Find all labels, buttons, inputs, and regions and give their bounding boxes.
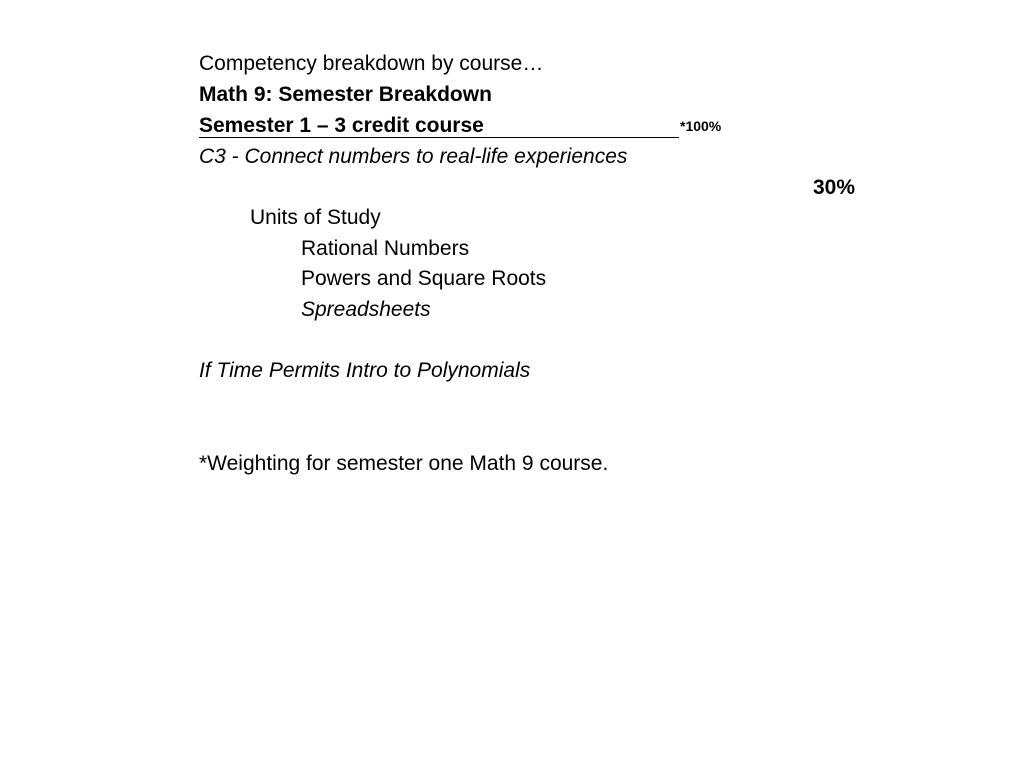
competency-percent: 30% [813,176,856,199]
semester-label: Semester 1 – 3 credit course [199,115,679,138]
semester-weight: *100% [680,118,722,134]
unit-item: Rational Numbers [301,237,470,260]
competency-label: C3 - Connect numbers to real-life experiences [199,145,628,168]
time-permits-note: If Time Permits Intro to Polynomials [199,359,531,382]
units-heading: Units of Study [250,206,381,229]
page-title: Math 9: Semester Breakdown [199,83,492,106]
intro-text: Competency breakdown by course… [199,52,544,75]
semester-heading [199,113,721,139]
unit-item: Powers and Square Roots [301,267,547,290]
unit-item: Spreadsheets [301,298,431,321]
footnote: *Weighting for semester one Math 9 course. [199,452,609,475]
